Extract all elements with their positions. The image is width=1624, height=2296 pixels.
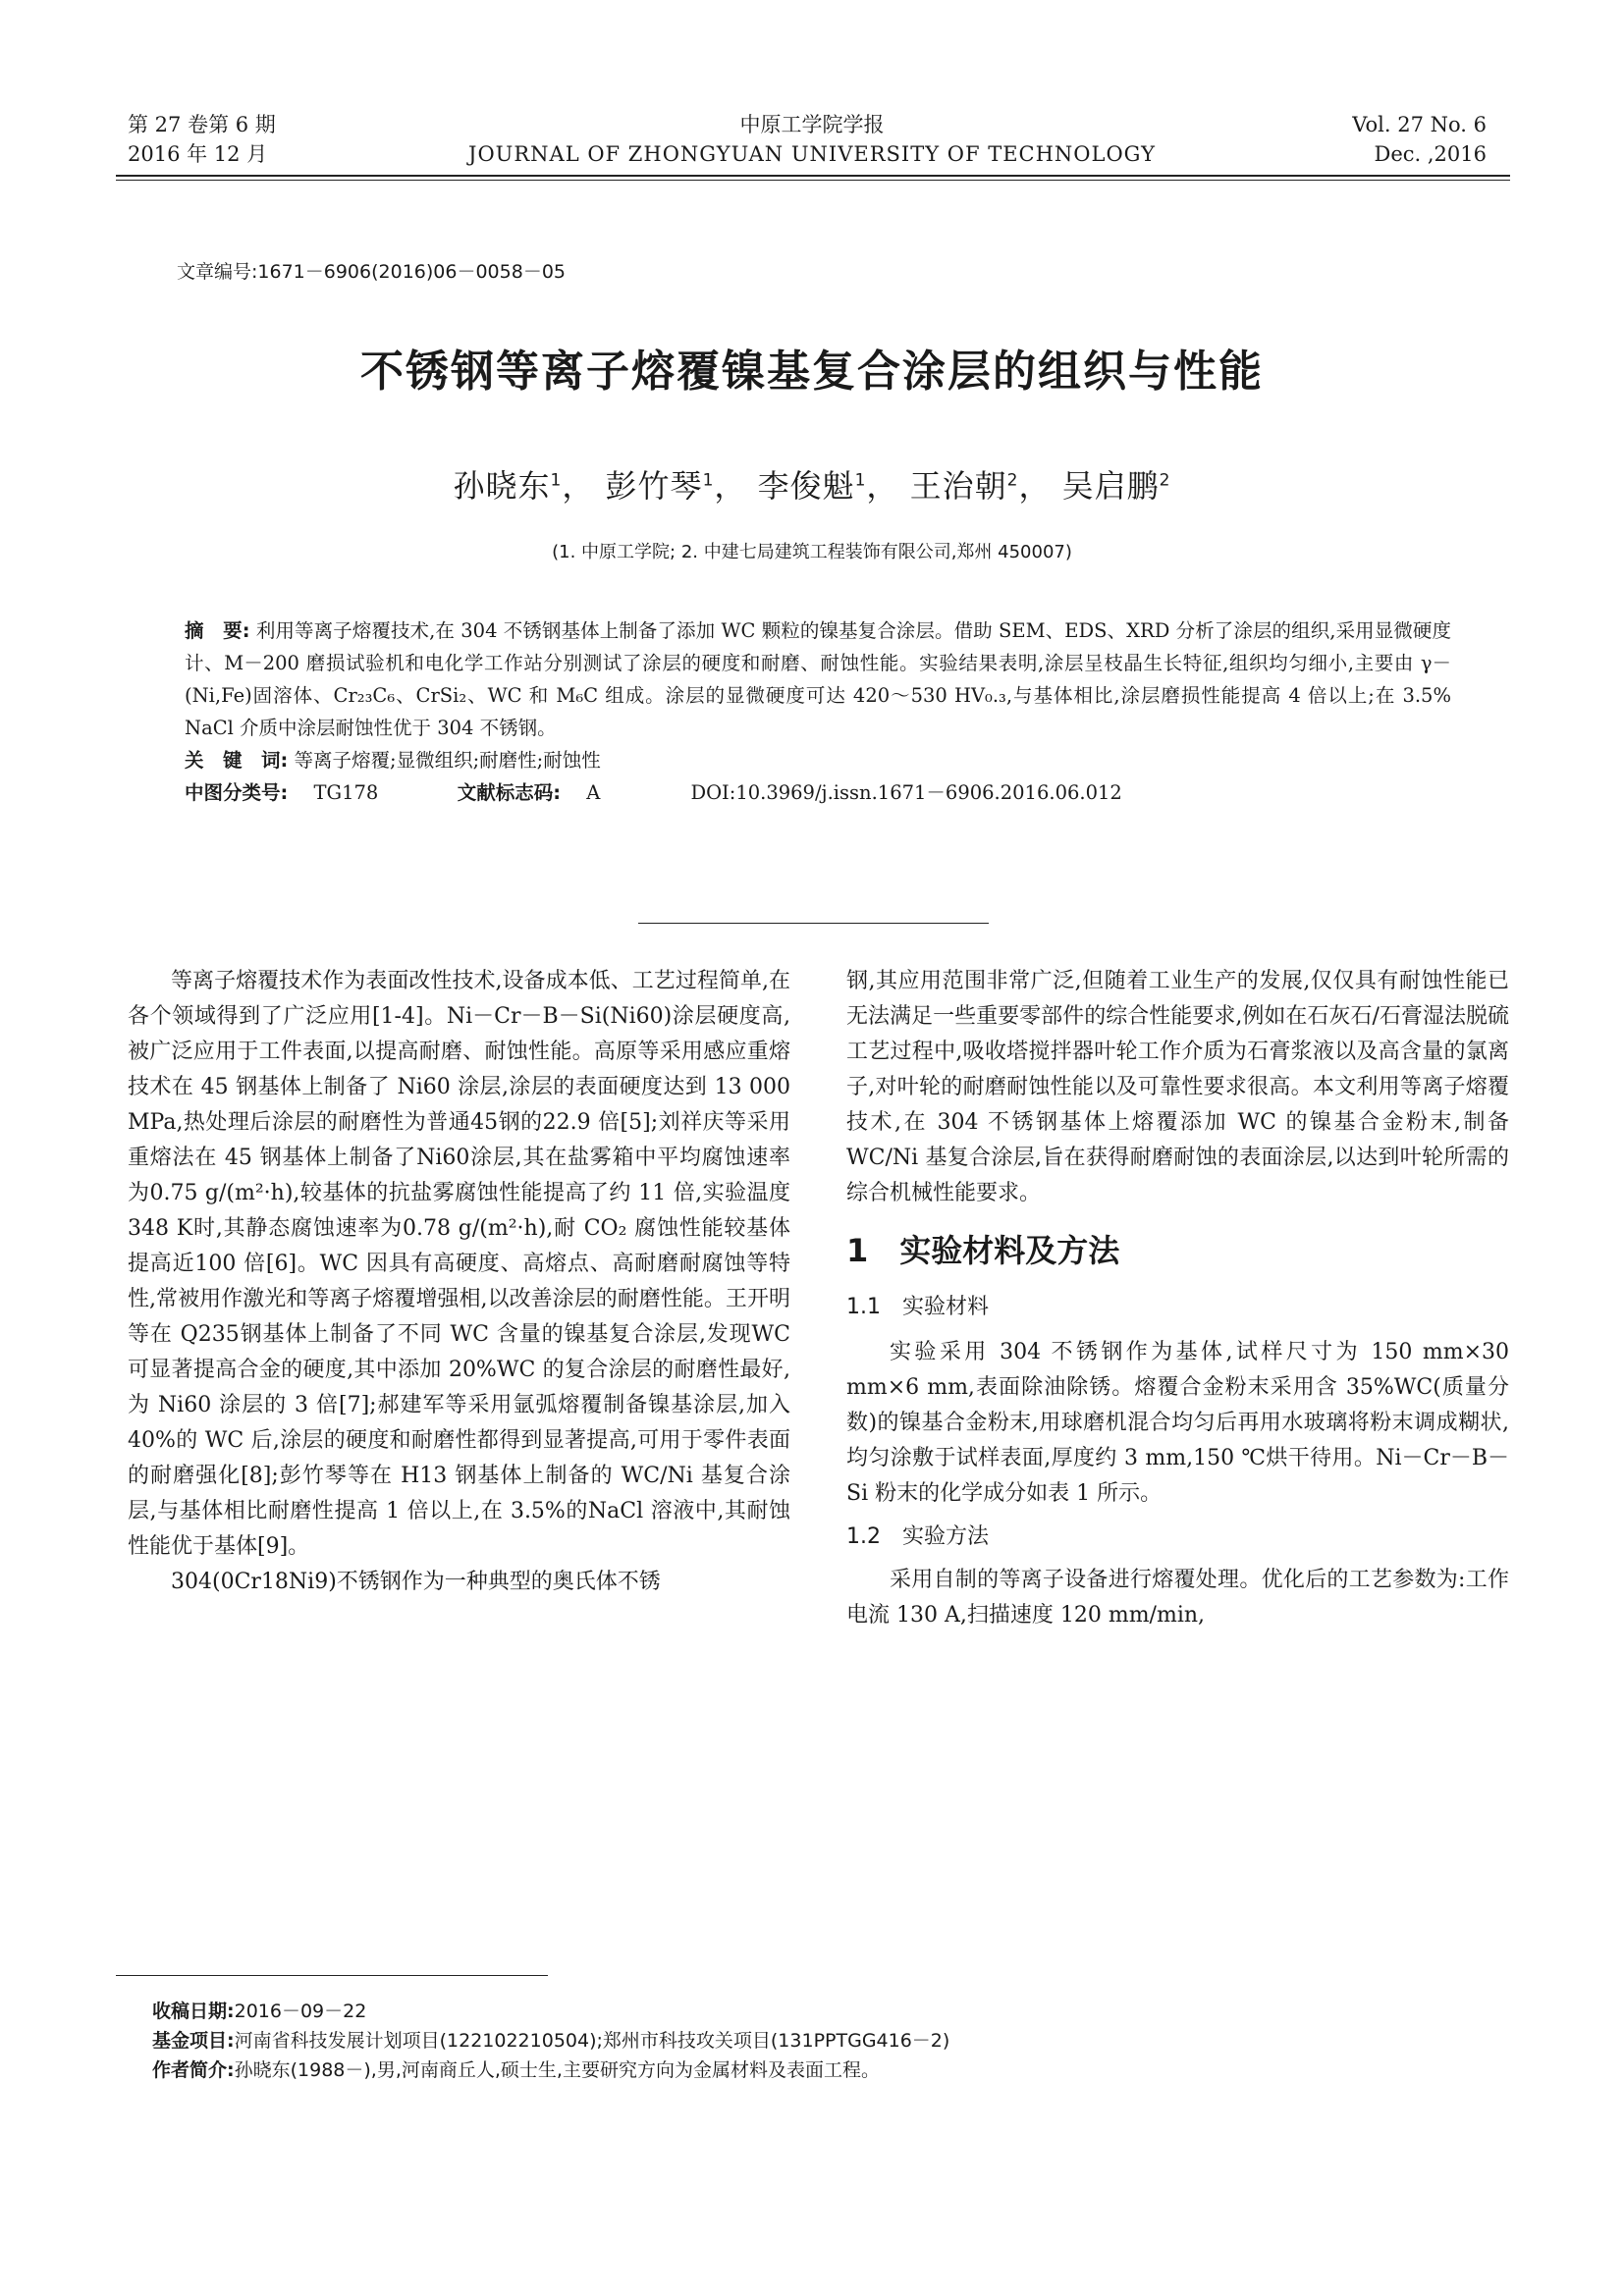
materials-paragraph: 实验采用 304 不锈钢作为基体,试样尺寸为 150 mm×30 mm×6 mm,表面除油除锈。熔覆合金粉末采用含 35%WC(质量分数)的镍基合金粉末,用球磨机混合均匀后再用水玻璃将粉末调成糊状,均匀涂敷于试样表面,厚度约 3 mm,150 ℃烘干待用。Ni－Cr－B－Si 粉末的化学成分如表 1 所示。 bbox=[846, 1340, 1509, 1506]
classification-row bbox=[185, 776, 1451, 809]
author: 吴启鹏$^2$ bbox=[1061, 467, 1171, 505]
keywords-text: 等离子熔覆;显微组织;耐磨性;耐蚀性 bbox=[294, 749, 601, 772]
subsection-heading-1-2: 1.2 实验方法 bbox=[846, 1524, 989, 1549]
author: 孙晓东$^1$ bbox=[453, 467, 563, 505]
footnote-rule bbox=[116, 1975, 548, 1976]
doc-code-label: 文献标志码: bbox=[457, 781, 562, 804]
methods-paragraph: 采用自制的等离子设备进行熔覆处理。优化后的工艺参数为:工作电流 130 A,扫描速度 120 mm/min, bbox=[846, 1568, 1509, 1628]
keywords bbox=[185, 744, 1451, 776]
author: 李俊魁$^1$ bbox=[757, 467, 867, 505]
intro-paragraph-1: 等离子熔覆技术作为表面改性技术,设备成本低、工艺过程简单,在各个领域得到了广泛应用[1-4]。Ni－Cr－B－Si(Ni60)涂层硬度高,被广泛应用于工件表面,以提高耐磨、耐蚀性能。高原等采用感应重熔技术在 45 钢基体上制备了 Ni60 涂层,涂层的表面硬度达到 13 000 MPa,热处理后涂层的耐磨性为普通45钢的22.9 倍[5];刘祥庆等采用重熔法在 45 钢基体上制备了Ni60涂层,其在盐雾箱中平均腐蚀速率为0.75 g/(m²·h),较基体的抗盐雾腐蚀性能提高了约 11 倍,实验温度348 K时,其静态腐蚀速率为0.78 g/(m²·h),耐 CO₂ 腐蚀性能较基体提高近100 倍[6]。WC 因具有高硬度、高熔点、高耐磨耐腐蚀等特性,常被用作激光和等离子熔覆增强相,以改善涂层的耐磨性能。王开明等在 Q235钢基体上制备了不同 WC 含量的镍基复合涂层,发现WC 可显著提高合金的硬度,其中添加 20%WC 的复合涂层的耐磨性最好,为 Ni60 涂层的 3 倍[7];郝建军等采用氩弧熔覆制备镍基涂层,加入 40%的 WC 后,涂层的硬度和耐磨性都得到显著提高,可用于零件表面的耐磨强化[8];彭竹琴等在 H13 钢基体上制备的 WC/Ni 基复合涂层,与基体相比耐磨性提高 1 倍以上,在 3.5%的NaCl 溶液中,其耐蚀性能优于基体[9]。 bbox=[128, 969, 790, 1559]
author: 王治朝$^2$ bbox=[909, 467, 1019, 505]
clc-code: TG178 bbox=[313, 781, 379, 804]
funding: 基金项目:河南省科技发展计划项目(122102210504);郑州市科技攻关项目(131PPTGG416－2) bbox=[152, 2030, 950, 2052]
keywords-label: 关 键 词: bbox=[185, 749, 289, 772]
abstract-label: 摘 要: bbox=[185, 619, 250, 642]
doi: DOI:10.3969/j.issn.1671－6906.2016.06.012 bbox=[690, 781, 1122, 804]
author: 彭竹琴$^1$ bbox=[605, 467, 715, 505]
abstract-text: 利用等离子熔覆技术,在 304 不锈钢基体上制备了添加 WC 颗粒的镍基复合涂层。借助 SEM、EDS、XRD 分析了涂层的组织,采用显微硬度计、M－200 磨损试验机和电化学工作站分别测试了涂层的硬度和耐磨、耐蚀性能。实验结果表明,涂层呈枝晶生长特征,组织均匀细小,主要由 γ－(Ni,Fe)固溶体、Cr₂₃C₆、CrSi₂、WC 和 M₆C 组成。涂层的显微硬度可达 420～530 HV₀.₃,与基体相比,涂层磨损性能提高 4 倍以上;在 3.5% NaCl 介质中涂层耐蚀性优于 304 不锈钢。 bbox=[185, 619, 1451, 739]
author-bio: 作者简介:孙晓东(1988－),男,河南商丘人,硕士生,主要研究方向为金属材料及表面工程。 bbox=[152, 2059, 880, 2081]
received-date: 收稿日期:2016－09－22 bbox=[152, 2001, 367, 2022]
date-cn: 2016 年 12 月 bbox=[128, 142, 268, 166]
author-list: 孙晓东$^1$， 彭竹琴$^1$， 李俊魁$^1$， 王治朝$^2$， 吴启鹏$^2$ bbox=[453, 467, 1171, 505]
abstract-block bbox=[185, 614, 1451, 809]
affiliations: (1. 中原工学院; 2. 中建七局建筑工程装饰有限公司,郑州 450007) bbox=[552, 542, 1072, 562]
date-en: Dec. ,2016 bbox=[1374, 142, 1487, 166]
header-rule bbox=[116, 175, 1510, 177]
article-number: 文章编号:1671－6906(2016)06－0058－05 bbox=[177, 261, 566, 283]
header-rule-thin bbox=[116, 180, 1510, 181]
footnotes bbox=[152, 1997, 1507, 2085]
clc-label: 中图分类号: bbox=[185, 781, 289, 804]
volume-issue-en: Vol. 27 No. 6 bbox=[1352, 113, 1487, 136]
right-column bbox=[846, 964, 1509, 1633]
volume-issue-cn: 第 27 卷第 6 期 bbox=[128, 113, 276, 136]
intro-paragraph-continued: 钢,其应用范围非常广泛,但随着工业生产的发展,仅仅具有耐蚀性能已无法满足一些重要零部件的综合性能要求,例如在石灰石/石膏湿法脱硫工艺过程中,吸收塔搅拌器叶轮工作介质为石膏浆液以及高含量的氯离子,对叶轮的耐磨耐蚀性能以及可靠性要求很高。本文利用等离子熔覆技术,在 304 不锈钢基体上熔覆添加 WC 的镍基合金粉末,制备 WC/Ni 基复合涂层,旨在获得耐磨耐蚀的表面涂层,以达到叶轮所需的综合机械性能要求。 bbox=[846, 969, 1509, 1205]
abstract-separator bbox=[638, 923, 989, 924]
doc-code: A bbox=[586, 781, 601, 804]
subsection-heading-1-1: 1.1 实验材料 bbox=[846, 1295, 989, 1319]
section-heading-1: 1 实验材料及方法 bbox=[846, 1232, 1120, 1269]
intro-paragraph-2: 304(0Cr18Ni9)不锈钢作为一种典型的奥氏体不锈 bbox=[171, 1570, 661, 1594]
paper-title: 不锈钢等离子熔覆镍基复合涂层的组织与性能 bbox=[360, 347, 1264, 397]
left-column bbox=[128, 964, 790, 1600]
journal-name-en: JOURNAL OF ZHONGYUAN UNIVERSITY OF TECHNOLOGY bbox=[468, 142, 1156, 166]
abstract bbox=[185, 614, 1451, 744]
journal-name-cn: 中原工学院学报 bbox=[739, 113, 885, 136]
